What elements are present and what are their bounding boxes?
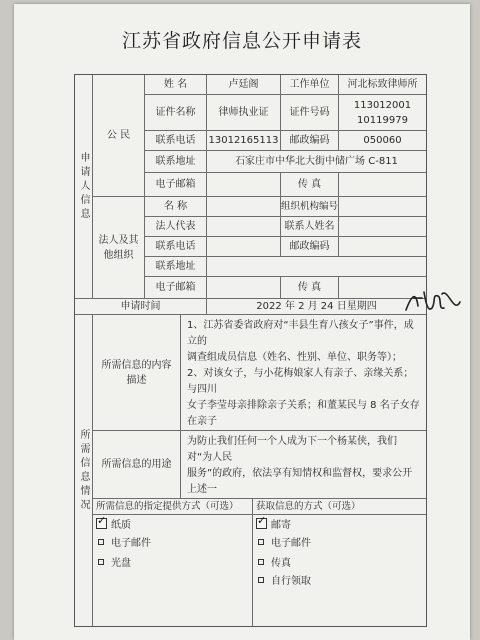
org-fax-label: 传 真: [297, 282, 322, 293]
org-address-label-cell: [144, 256, 206, 276]
applicant-section-label-cell: [74, 74, 92, 298]
apply-time-label-cell: [74, 298, 206, 314]
citizen-group-cell: [92, 74, 144, 196]
citizen-group-label: 公 民: [106, 130, 131, 141]
checkbox-checked-icon[interactable]: [256, 518, 267, 529]
content-line: 女子李莹母亲排除亲子关系；和董某民与 8 名子女存在亲子: [187, 400, 420, 427]
required-section-label-cell: [74, 314, 92, 626]
required-section-label: 所需信息情况: [78, 428, 89, 513]
obtain-option-label: 自行领取: [271, 576, 311, 587]
contact-name-label: 联系人姓名: [284, 221, 335, 232]
purpose-line: 服务”的政府，依法享有知情权和监督权，要求公开上述一: [187, 468, 413, 495]
id-type-label-cell: [144, 94, 206, 130]
org-phone-label-cell: [144, 236, 206, 256]
provide-option-disc[interactable]: [96, 554, 131, 569]
name-value: 卢廷阁: [228, 79, 259, 90]
provide-method-header: 所需信息的指定提供方式（可选）: [96, 501, 239, 512]
purpose-label-cell: [92, 430, 180, 498]
id-type-label: 证件名称: [155, 107, 196, 118]
employer-value: 河北标致律师所: [347, 79, 418, 90]
org-code-value-cell[interactable]: [338, 196, 426, 216]
org-name-label-cell: [144, 196, 206, 216]
phone-label: 联系电话: [155, 135, 196, 146]
provide-option-paper[interactable]: [96, 516, 131, 531]
contact-name-value-cell[interactable]: [338, 216, 426, 236]
form-title: 江苏省政府信息公开申请表: [121, 30, 362, 52]
unchecked-box-icon[interactable]: [258, 577, 264, 583]
org-phone-label: 联系电话: [155, 241, 196, 252]
obtain-option-self-pickup[interactable]: [256, 572, 311, 587]
apply-time-value: 2022 年 2 月 24 日星期四: [256, 301, 377, 312]
content-label: 所需信息的内容描述: [101, 359, 172, 386]
purpose-label: 所需信息的用途: [101, 459, 172, 470]
address-value: 石家庄市中华北大街中储广场 C-811: [235, 156, 398, 167]
id-type-value-cell[interactable]: [206, 94, 280, 130]
application-form-paper: [14, 4, 470, 640]
postcode-label-cell: [280, 130, 338, 150]
org-code-label: 组织机构编号: [281, 201, 338, 212]
name-label-cell: [144, 74, 206, 94]
name-value-cell[interactable]: [206, 74, 280, 94]
unchecked-box-icon[interactable]: [98, 539, 104, 545]
purpose-line: 为防止我们任何一个人成为下一个杨某侠，我们对“为人民: [187, 436, 397, 463]
id-number-label: 证件号码: [289, 107, 330, 118]
org-group-cell: [92, 196, 144, 298]
fax-value-cell[interactable]: [338, 172, 426, 196]
obtain-option-fax[interactable]: [256, 554, 291, 569]
provide-method-header-cell: [92, 498, 252, 514]
unchecked-box-icon[interactable]: [258, 559, 264, 565]
obtain-option-mail[interactable]: [256, 516, 291, 531]
org-fax-label-cell: [280, 276, 338, 298]
id-number-value-cell[interactable]: [338, 94, 426, 130]
obtain-method-header-cell: [252, 498, 426, 514]
obtain-option-label: 邮寄: [271, 520, 291, 531]
obtain-option-email[interactable]: [256, 534, 311, 549]
id-number-value: 11301200110119979: [353, 99, 412, 126]
provide-option-email[interactable]: [96, 534, 151, 549]
unchecked-box-icon[interactable]: [258, 539, 264, 545]
content-line: 调查组成员信息（姓名、性别、单位、职务等）；: [187, 352, 402, 363]
purpose-description-cell[interactable]: [180, 430, 426, 498]
apply-time-value-cell[interactable]: [206, 298, 426, 314]
org-postcode-value-cell[interactable]: [338, 236, 426, 256]
obtain-option-label: 传真: [271, 558, 291, 569]
obtain-method-header: 获取信息的方式（可选）: [256, 501, 361, 512]
provide-option-label: 电子邮件: [111, 538, 151, 549]
provide-option-label: 光盘: [111, 558, 131, 569]
email-value-cell[interactable]: [206, 172, 280, 196]
content-description-cell[interactable]: [180, 314, 426, 430]
postcode-value: 050060: [363, 135, 402, 146]
fax-label-cell: [280, 172, 338, 196]
unchecked-box-icon[interactable]: [98, 559, 104, 565]
address-label: 联系地址: [155, 156, 196, 167]
address-label-cell: [144, 150, 206, 172]
postcode-value-cell[interactable]: [338, 130, 426, 150]
apply-time-label: 申请时间: [120, 301, 161, 312]
employer-value-cell[interactable]: [338, 74, 426, 94]
legal-rep-value-cell[interactable]: [206, 216, 280, 236]
org-code-label-cell: [280, 196, 338, 216]
org-name-value-cell[interactable]: [206, 196, 280, 216]
org-address-label: 联系地址: [155, 261, 196, 272]
content-line: 1、江苏省委省政府对“丰县生育八孩女子”事件，成立的: [187, 320, 414, 347]
org-email-label-cell: [144, 276, 206, 298]
legal-rep-label: 法人代表: [155, 221, 196, 232]
org-address-value-cell[interactable]: [206, 256, 426, 276]
address-value-cell[interactable]: [206, 150, 426, 172]
id-type-value: 律师执业证: [218, 107, 269, 118]
org-group-label: 法人及其他组织: [98, 234, 139, 261]
legal-rep-label-cell: [144, 216, 206, 236]
email-label-cell: [144, 172, 206, 196]
fax-label: 传 真: [297, 179, 322, 190]
org-email-value-cell[interactable]: [206, 276, 280, 298]
content-line: 2、对该女子，与小花梅娘家人有亲子、亲缘关系；与四川: [187, 368, 414, 395]
org-email-label: 电子邮箱: [155, 282, 196, 293]
postcode-label: 邮政编码: [289, 135, 330, 146]
checkbox-checked-icon[interactable]: [96, 518, 107, 529]
name-label: 姓 名: [163, 79, 188, 90]
employer-label-cell: [280, 74, 338, 94]
org-postcode-label-cell: [280, 236, 338, 256]
org-name-label: 名 称: [163, 201, 188, 212]
handwritten-signature-icon: [402, 284, 464, 324]
applicant-section-label: 申请人信息: [78, 151, 89, 222]
provide-option-label: 纸质: [111, 520, 131, 531]
phone-value: 13012165113: [208, 135, 279, 146]
phone-label-cell: [144, 130, 206, 150]
org-phone-value-cell[interactable]: [206, 236, 280, 256]
org-postcode-label: 邮政编码: [289, 241, 330, 252]
contact-name-label-cell: [280, 216, 338, 236]
employer-label: 工作单位: [289, 79, 330, 90]
obtain-option-label: 电子邮件: [271, 538, 311, 549]
phone-value-cell[interactable]: [206, 130, 280, 150]
id-number-label-cell: [280, 94, 338, 130]
email-label: 电子邮箱: [155, 179, 196, 190]
content-label-cell: [92, 314, 180, 430]
